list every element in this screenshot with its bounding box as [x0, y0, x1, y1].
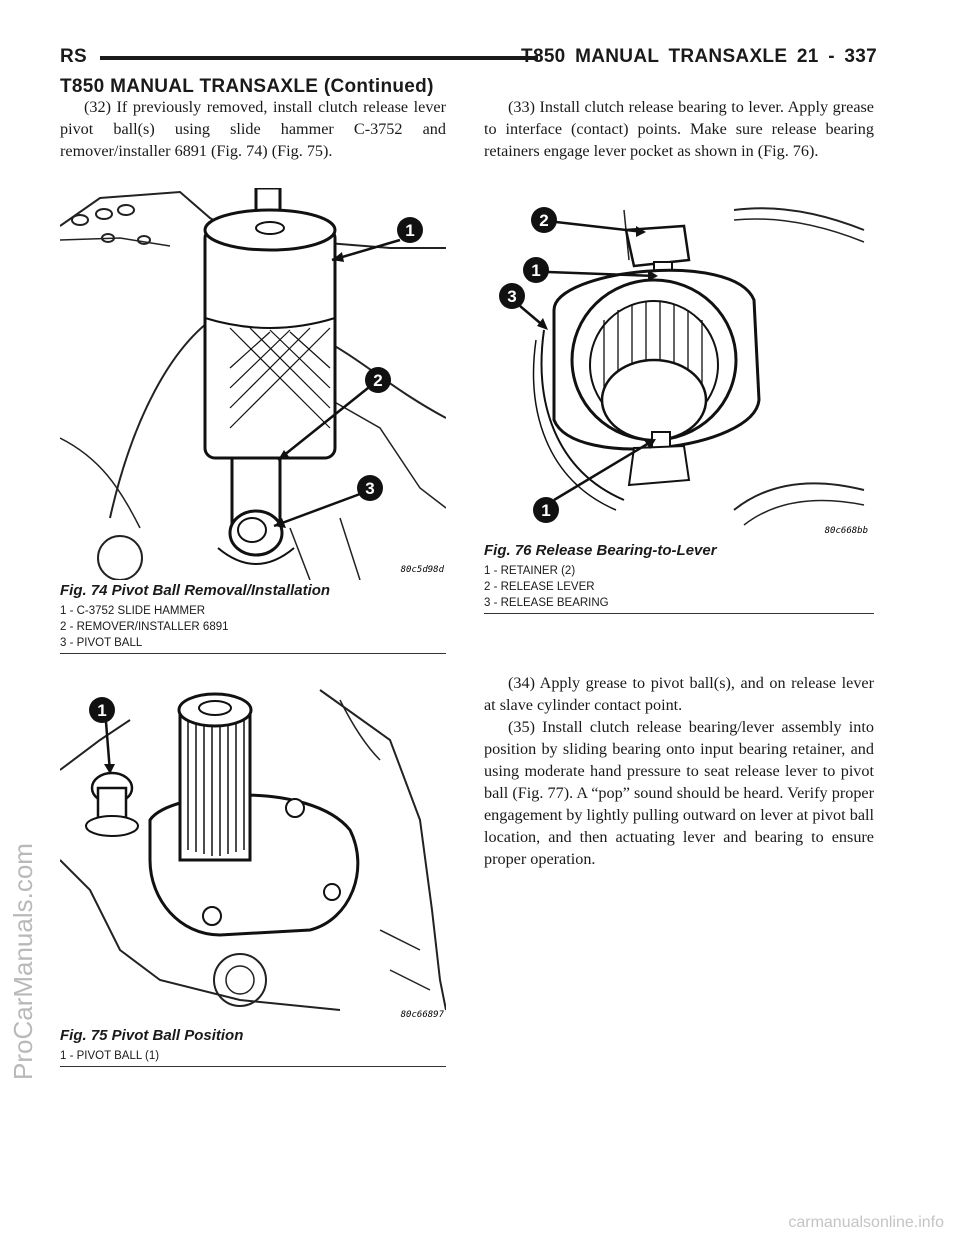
- figure-74: [60, 188, 446, 654]
- figure-76-title: Fig. 76 Release Bearing-to-Lever: [484, 542, 717, 559]
- side-watermark: ProCarManuals.com: [8, 843, 38, 1080]
- header-page-title: T850 MANUAL TRANSAXLE 21 - 337: [521, 46, 877, 67]
- figure-74-legend: [60, 603, 446, 651]
- callout-1-top: 1: [531, 261, 541, 280]
- figure-74-title: Fig. 74 Pivot Ball Removal/Installation: [60, 582, 331, 599]
- legend-item: 1 - RETAINER (2): [484, 565, 576, 577]
- callout-1-bottom: 1: [541, 501, 551, 520]
- figure-74-code: 80c5d98d: [400, 565, 444, 575]
- pivot-ball-removal-illustration: [60, 188, 446, 580]
- legend-item: 3 - RELEASE BEARING: [484, 597, 609, 609]
- pivot-ball-position-illustration: [60, 680, 446, 1025]
- legend-item: 3 - PIVOT BALL: [60, 637, 143, 649]
- figure-76: [484, 200, 874, 614]
- step-33-paragraph: (33) Install clutch release bearing to lever. Apply grease to interface (contact) points. Make sure release bearing retainers engage lever pocket as shown in (Fig. 76).: [484, 98, 874, 160]
- figure-75-title: Fig. 75 Pivot Ball Position: [60, 1027, 244, 1044]
- callout-2: 2: [373, 371, 383, 390]
- step-35-paragraph: (35) Install clutch release bearing/lever assembly into position by sliding bearing onto input bearing retainer, and using moderate hand pressure to seat release lever to pivot ball (Fig. 77). A “pop” sound should be heard. Verify proper engagement by lightly pulling outward on lever at pivot ball location, and then actuating lever and bearing to ensure proper operation.: [484, 718, 874, 868]
- step-34-paragraph: (34) Apply grease to pivot ball(s), and on release lever at slave cylinder contact point.: [484, 674, 874, 714]
- figure-75-code: 80c66897: [400, 1010, 444, 1020]
- callout-1: 1: [405, 221, 415, 240]
- figure-76-rule: [484, 613, 874, 614]
- callout-2: 2: [539, 211, 549, 230]
- header-section-code: RS: [60, 46, 87, 67]
- figure-75-rule: [60, 1066, 446, 1067]
- legend-item: 2 - RELEASE LEVER: [484, 581, 595, 593]
- figure-76-code: 80c668bb: [824, 526, 868, 536]
- callout-3: 3: [507, 287, 517, 306]
- release-bearing-lever-illustration: [484, 200, 874, 540]
- header-rule: [100, 56, 538, 60]
- figure-74-rule: [60, 653, 446, 654]
- figure-75-legend: [60, 1048, 446, 1064]
- callout-3: 3: [365, 479, 375, 498]
- figure-75: [60, 680, 446, 1067]
- legend-item: 2 - REMOVER/INSTALLER 6891: [60, 621, 229, 633]
- legend-item: 1 - PIVOT BALL (1): [60, 1050, 160, 1062]
- page-subtitle: T850 MANUAL TRANSAXLE (Continued): [60, 76, 434, 97]
- step-32-paragraph: (32) If previously removed, install clutch release lever pivot ball(s) using slide hammer C-3752 and remover/installer 6891 (Fig. 74) (Fig. 75).: [60, 98, 446, 160]
- footer-watermark: carmanualsonline.info: [788, 1214, 944, 1231]
- legend-item: 1 - C-3752 SLIDE HAMMER: [60, 605, 206, 617]
- figure-76-legend: [484, 563, 874, 611]
- callout-1: 1: [97, 701, 107, 720]
